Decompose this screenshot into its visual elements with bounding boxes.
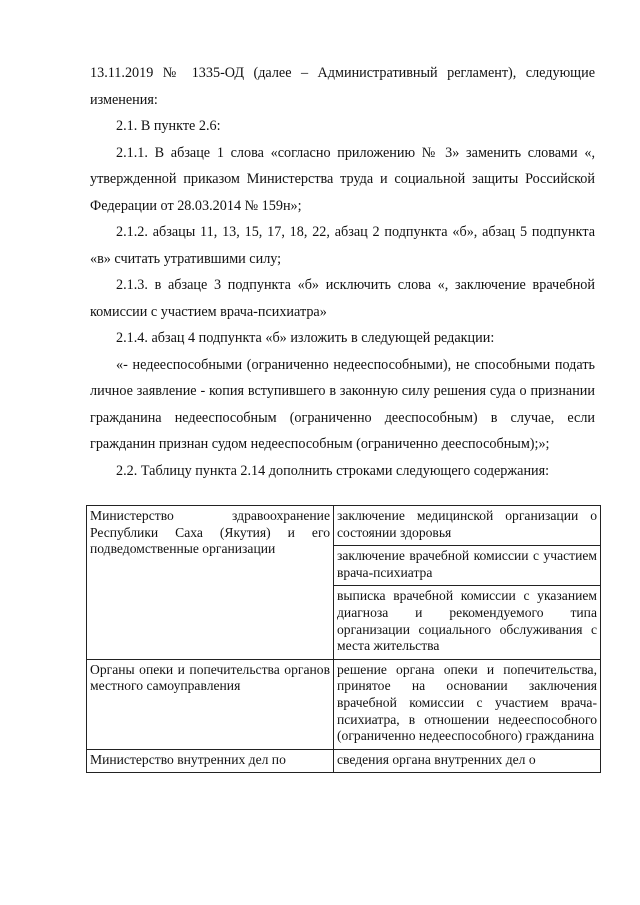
paragraph-2-1: 2.1. В пункте 2.6:: [116, 118, 221, 134]
paragraph-intro-continuation: 13.11.2019 № 1335-ОД (далее – Административный регламент), следующие изменения:: [90, 65, 595, 108]
paragraph-2-1-4: 2.1.4. абзац 4 подпункта «б» изложить в следующей редакции:: [116, 330, 495, 346]
table-cell-organization: Министерство здравоохранение Республики Саха (Якутия) и его подведомственные организации: [87, 506, 334, 660]
paragraph-2-1-2: 2.1.2. абзацы 11, 13, 15, 17, 18, 22, абзац 2 подпункта «б», абзац 5 подпункта «в» считать утратившими силу;: [90, 224, 595, 267]
table-row: [87, 659, 601, 749]
paragraph-2-1-1: 2.1.1. В абзаце 1 слова «согласно приложению № 3» заменить словами «, утвержденной приказом Министерства труда и социальной защиты Российской Федерации от 28.03.2014 № 159н»;: [90, 144, 595, 214]
table-cell-organization: Органы опеки и попечительства органов местного самоуправления: [87, 659, 334, 749]
table-cell-document: заключение медицинской организации о состоянии здоровья: [334, 506, 601, 546]
table-row: [87, 749, 601, 773]
table-cell-document: выписка врачебной комиссии с указанием диагноза и рекомендуемого типа организации социального обслуживания с места жительства: [334, 586, 601, 659]
table-cell-document: решение органа опеки и попечительства, принятое на основании заключения врачебной комиссии с участием врача-психиатра, в отношении недееспособного (ограниченно недееспособного) гражданина: [334, 659, 601, 749]
paragraph-2-1-3: 2.1.3. в абзаце 3 подпункта «б» исключить слова «, заключение врачебной комиссии с участием врача-психиатра»: [90, 277, 595, 320]
paragraph-quoted-amendment: «- недееспособными (ограниченно недееспособными), не способными подать личное заявление - копия вступившего в законную силу решения суда о признании гражданина недееспособным (ограниченно дееспособным) в случае, если гражданин признан судом недееспособным (ограниченно дееспособным);»;: [90, 356, 595, 452]
table-cell-document: заключение врачебной комиссии с участием врача-психиатра: [334, 546, 601, 586]
document-body: [90, 60, 595, 484]
table-cell-document: сведения органа внутренних дел о: [334, 749, 601, 773]
amendment-table: [86, 505, 601, 773]
paragraph-2-2: 2.2. Таблицу пункта 2.14 дополнить строками следующего содержания:: [116, 462, 550, 479]
table-row: [87, 506, 601, 546]
table-cell-organization: Министерство внутренних дел по: [87, 749, 334, 773]
